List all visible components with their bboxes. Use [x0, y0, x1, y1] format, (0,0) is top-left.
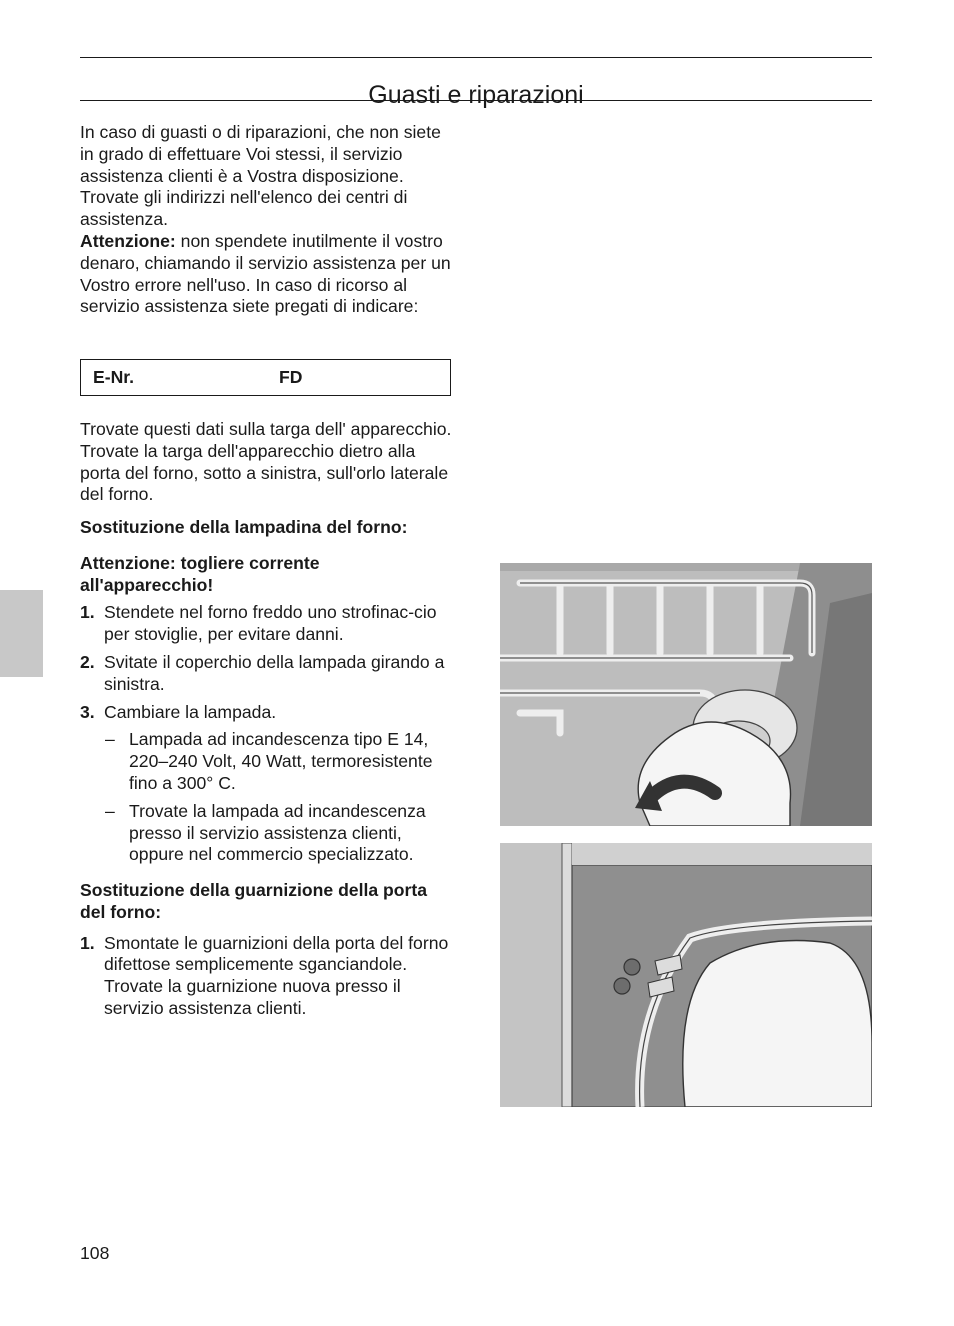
header-rule-top [80, 57, 872, 58]
step-text: Cambiare la lampada. [104, 701, 277, 722]
lamp-warning: Attenzione: togliere corrente all'apparecchio! [80, 552, 320, 595]
step-text: Smontate le guarnizioni della porta del forno difettose semplicemente sganciandole. [104, 932, 449, 975]
step-number: 1. [80, 932, 95, 953]
page-title: Guasti e riparazioni [368, 80, 584, 109]
lamp-step-3 [80, 702, 452, 724]
step-number: 2. [80, 651, 95, 672]
seal-section [80, 880, 452, 1020]
nameplate-text: Trovate questi dati sulla targa dell' apparecchio. Trovate la targa dell'apparecchio dietro alla porta del forno, sotto a sinistra, sull'orlo laterale del forno. [80, 419, 452, 505]
intro-section [80, 122, 452, 318]
step-number: 1. [80, 602, 95, 623]
section-tab-marker [0, 590, 43, 677]
lamp-replacement-illustration [500, 563, 872, 826]
fd-label: FD [279, 367, 303, 387]
step-text-continued: Trovate la guarnizione nuova presso il servizio assistenza clienti. [104, 976, 401, 1018]
warning-text: non spendete inutilmente il vostro denaro, chiamando il servizio assistenza per un Vostro errore nell'uso. In caso di ricorso al servizio assistenza siete pregati di indicare: [80, 230, 451, 317]
sub-item-text: Lampada ad incandescenza tipo E 14, 220–240 Volt, 40 Watt, termoresistente fino a 300° C. [129, 729, 433, 793]
intro-warning [80, 231, 452, 318]
nameplate-section [80, 419, 452, 506]
sub-item-text: Trovate la lampada ad incandescenza presso il servizio assistenza clienti, oppure nel commercio specializzato. [129, 800, 426, 865]
header-rule-bottom [80, 100, 872, 101]
intro-text: In caso di guasti o di riparazioni, che non siete in grado di effettuare Voi stessi, il servizio assistenza clienti è a Vostra disposizione. Trovate gli indirizzi nell'elenco dei centri di assistenza. [80, 122, 441, 230]
seal-step-1 [80, 933, 452, 1020]
lamp-heading: Sostituzione della lampadina del forno: [80, 517, 408, 537]
step-number: 3. [80, 701, 95, 722]
page-number: 108 [80, 1243, 110, 1263]
lamp-sub-item-2 [80, 801, 452, 866]
lamp-step-2 [80, 652, 452, 696]
dash-marker: – [105, 729, 115, 750]
appliance-id-box [80, 359, 451, 396]
seal-heading: Sostituzione della guarnizione della porta del forno: [80, 880, 428, 922]
warning-label: Attenzione: [80, 230, 176, 251]
dash-marker: – [105, 800, 115, 821]
lamp-step-1 [80, 602, 452, 646]
step-text: Stendete nel forno freddo uno strofinac-cio per stoviglie, per evitare danni. [104, 602, 437, 645]
door-seal-illustration [500, 843, 872, 1107]
lamp-sub-item-1 [80, 729, 452, 794]
lamp-section [80, 517, 452, 866]
enr-label: E-Nr. [93, 367, 135, 387]
step-text: Svitate il coperchio della lampada girando a sinistra. [104, 651, 445, 694]
